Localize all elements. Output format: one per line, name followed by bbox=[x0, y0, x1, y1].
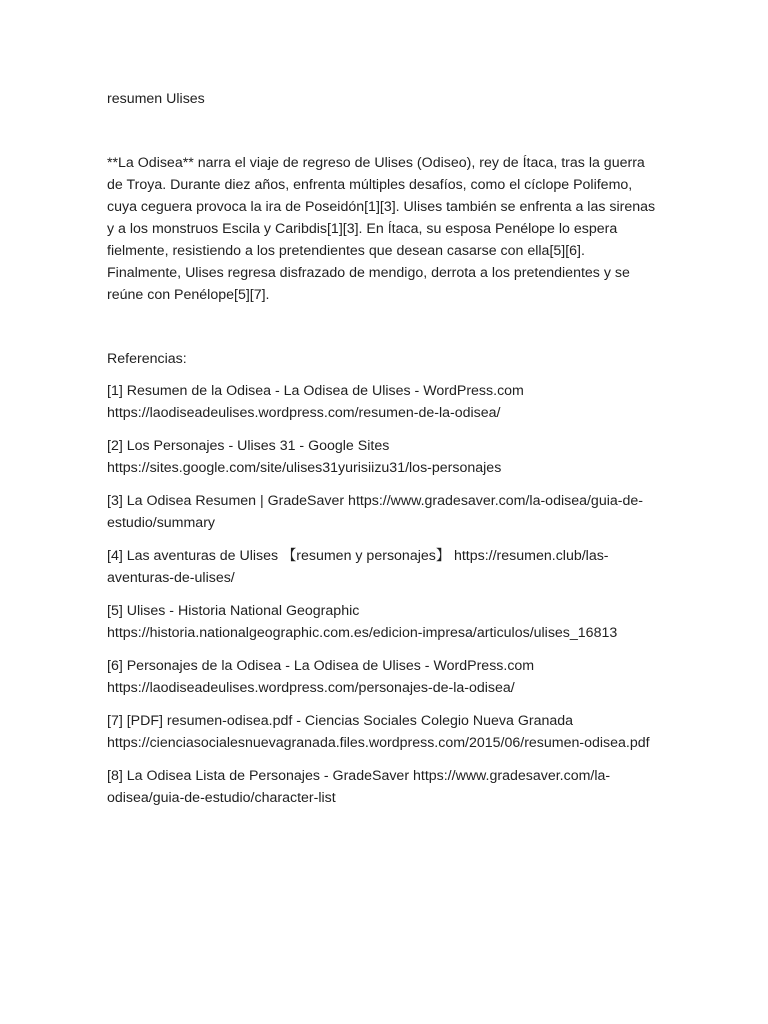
references-list bbox=[107, 380, 662, 809]
summary-paragraph: **La Odisea** narra el viaje de regreso de Ulises (Odiseo), rey de Ítaca, tras la guerra de Troya. Durante diez años, enfrenta múltiples desafíos, como el cíclope Polifemo, cuya ceguera provoca la ira de Poseidón[1][3]. Ulises también se enfrenta a las sirenas y a los monstruos Escila y Caribdis[1][3]. En Ítaca, su esposa Penélope lo espera fielmente, resistiendo a los pretendientes que desean casarse con ella[5][6]. Finalmente, Ulises regresa disfrazado de mendigo, derrota a los pretendientes y se reúne con Penélope[5][7]. bbox=[107, 155, 656, 303]
reference-item: [7] [PDF] resumen-odisea.pdf - Ciencias Sociales Colegio Nueva Granada https://cienciasocialesnuevagranada.files.wordpress.com/2015/06/resumen-odisea.pdf bbox=[107, 713, 650, 751]
document-title: resumen Ulises bbox=[107, 91, 205, 107]
reference-item: [3] La Odisea Resumen | GradeSaver https://www.gradesaver.com/la-odisea/guia-de-estudio/summary bbox=[107, 493, 643, 531]
reference-item: [8] La Odisea Lista de Personajes - GradeSaver https://www.gradesaver.com/la-odisea/guia-de-estudio/character-list bbox=[107, 768, 611, 806]
reference-item: [1] Resumen de la Odisea - La Odisea de Ulises - WordPress.com https://laodiseadeulises.wordpress.com/resumen-de-la-odisea/ bbox=[107, 383, 524, 421]
reference-item: [5] Ulises - Historia National Geographic https://historia.nationalgeographic.com.es/edicion-impresa/articulos/ulises_16813 bbox=[107, 603, 618, 641]
reference-item: [4] Las aventuras de Ulises 【resumen y personajes】 https://resumen.club/las-aventuras-de-ulises/ bbox=[107, 548, 609, 586]
reference-item: [6] Personajes de la Odisea - La Odisea de Ulises - WordPress.com https://laodiseadeulises.wordpress.com/personajes-de-la-odisea/ bbox=[107, 658, 535, 696]
document-page bbox=[107, 88, 662, 820]
references-heading: Referencias: bbox=[107, 351, 187, 367]
reference-item: [2] Los Personajes - Ulises 31 - Google Sites https://sites.google.com/site/ulises31yurisiizu31/los-personajes bbox=[107, 438, 502, 476]
